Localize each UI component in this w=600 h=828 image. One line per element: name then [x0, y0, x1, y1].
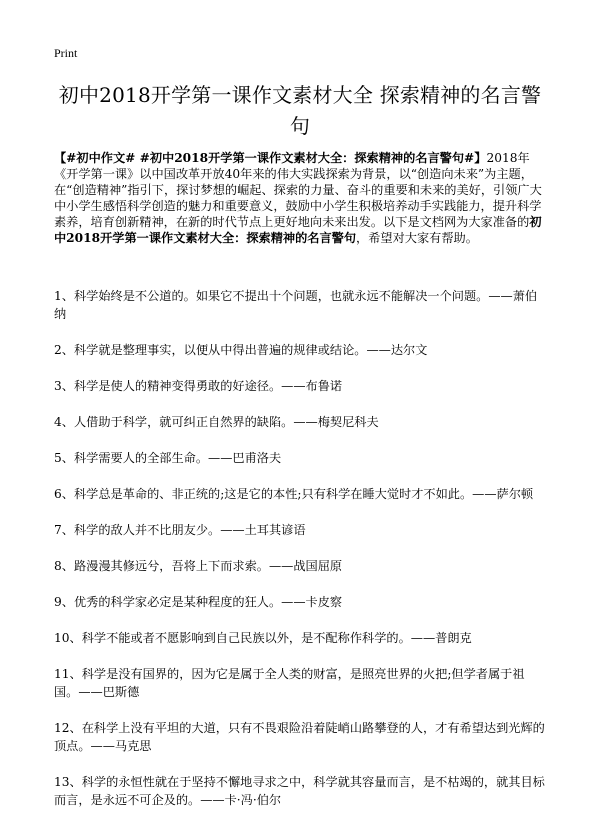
article-intro: [54, 150, 546, 246]
quote-item: 8、路漫漫其修远兮，吾将上下而求索。——战国屈原: [54, 559, 343, 573]
quote-item: 1、科学始终是不公道的。如果它不提出十个问题，也就永远不能解决一个问题。——萧伯纳: [54, 289, 538, 321]
article-title: 初中2018开学第一课作文素材大全 探索精神的名言警句: [58, 83, 542, 138]
quote-item: 9、优秀的科学家必定是某种程度的狂人。——卡皮察: [54, 595, 343, 609]
intro-tag: 【#初中作文# #初中2018开学第一课作文素材大全：探索精神的名言警句#】: [54, 151, 487, 165]
intro-body: 2018年《开学第一课》以中国改革开放40年来的伟大实践探索为背景，以“创造向未来”为主题，在“创造精神”指引下，探讨梦想的崛起、探索的力量、奋斗的重要和未来的美好，引领广大中小学生感悟科学创造的魅力和重要意义，鼓励中小学生积极培养动手实践能力，提升科学素养，培育创新精神，在新的时代节点上更好地向未来出发。以下是文档网为大家准备的: [54, 151, 542, 229]
intro-tail: ，希望对大家有帮助。: [356, 231, 478, 245]
quote-item: 11、科学是没有国界的，因为它是属于全人类的财富，是照亮世界的火把;但学者属于祖国。——巴斯德: [54, 667, 525, 699]
quote-item: 12、在科学上没有平坦的大道，只有不畏艰险沿着陡峭山路攀登的人，才有希望达到光辉的顶点。——马克思: [54, 721, 545, 753]
quote-item: 4、人借助于科学，就可纠正自然界的缺陷。——梅契尼科夫: [54, 415, 379, 429]
quote-list: [54, 287, 548, 827]
intro-bold-title: 初中2018开学第一课作文素材大全：探索精神的名言警句: [54, 215, 542, 245]
quote-item: 3、科学是使人的精神变得勇敢的好途径。——布鲁诺: [54, 379, 343, 393]
quote-item: 7、科学的敌人并不比朋友少。——土耳其谚语: [54, 523, 306, 537]
quote-item: 2、科学就是整理事实，以便从中得出普遍的规律或结论。——达尔文: [54, 343, 428, 357]
quote-item: 5、科学需要人的全部生命。——巴甫洛夫: [54, 451, 282, 465]
quote-item: 6、科学总是革命的、非正统的;这是它的本性;只有科学在睡大觉时才不如此。——萨尔顿: [54, 487, 534, 501]
quote-item: 13、科学的永恒性就在于坚持不懈地寻求之中，科学就其容量而言，是不枯竭的，就其目标而言，是永远不可企及的。——卡·冯·伯尔: [54, 775, 545, 807]
quote-item: 10、科学不能或者不愿影响到自己民族以外，是不配称作科学的。——普朗克: [54, 631, 472, 645]
print-link[interactable]: Print: [54, 46, 78, 60]
